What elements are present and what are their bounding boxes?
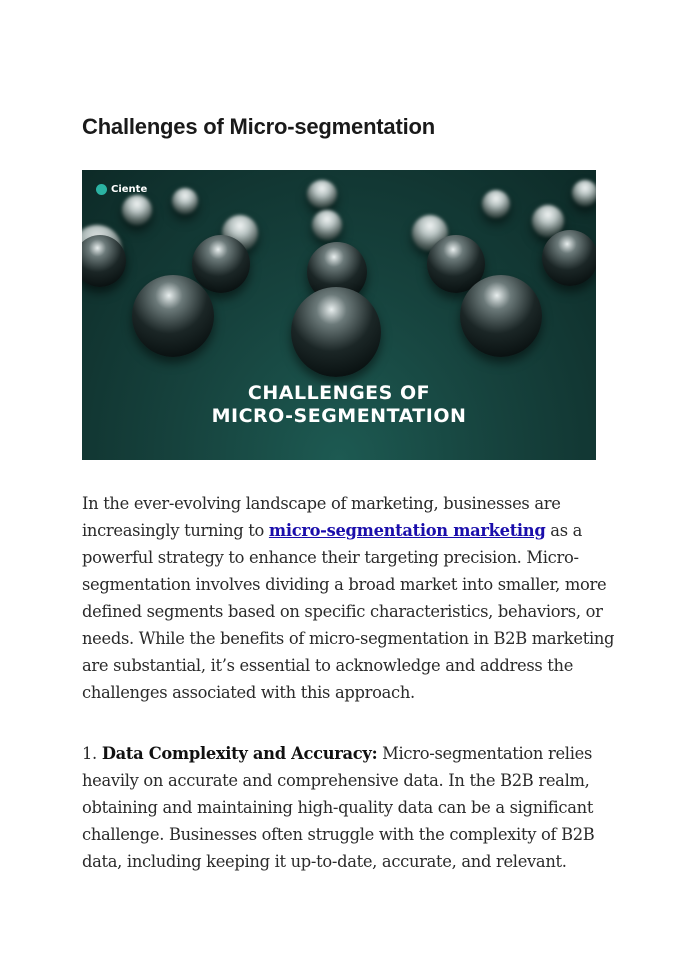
text-line: data, including keeping it up-to-date, accurate, and relevant. [82, 852, 567, 871]
text-line [82, 740, 602, 767]
text-line: challenges associated with this approach. [82, 683, 415, 702]
logo-mark-icon [96, 184, 107, 195]
page-title: Challenges of Micro-segmentation [82, 114, 435, 139]
hero-title-line: CHALLENGES OF [247, 382, 431, 404]
text-span: Micro-segmentation relies [377, 744, 592, 763]
challenge-heading: Data Complexity and Accuracy: [101, 744, 378, 763]
logo-text: Ciente [111, 184, 148, 195]
text-line: powerful strategy to enhance their targeting precision. Micro- [82, 548, 579, 567]
text-line: challenge. Businesses often struggle with the complexity of B2B [82, 825, 595, 844]
list-number: 1. [82, 744, 102, 763]
text-span: as a [545, 521, 583, 540]
text-line: heavily on accurate and comprehensive data. In the B2B realm, [82, 771, 590, 790]
hero-title [82, 382, 596, 428]
text-line: are substantial, it’s essential to acknowledge and address the [82, 656, 574, 675]
micro-segmentation-marketing-link[interactable]: micro-segmentation marketing [268, 521, 546, 540]
text-line: defined segments based on specific characteristics, behaviors, or [82, 602, 603, 621]
ciente-logo [96, 184, 147, 195]
text-span: increasingly turning to [82, 521, 269, 540]
text-line: obtaining and maintaining high-quality data can be a significant [82, 798, 594, 817]
text-line: In the ever-evolving landscape of marketing, businesses are [82, 494, 561, 513]
hero-image [82, 170, 596, 460]
intro-paragraph [82, 490, 615, 706]
hero-title-line: MICRO-SEGMENTATION [211, 405, 467, 427]
text-line: needs. While the benefits of micro-segmentation in B2B marketing [82, 629, 615, 648]
text-line [82, 517, 602, 544]
challenge-1-paragraph [82, 740, 602, 875]
text-line: segmentation involves dividing a broad market into smaller, more [82, 575, 607, 594]
